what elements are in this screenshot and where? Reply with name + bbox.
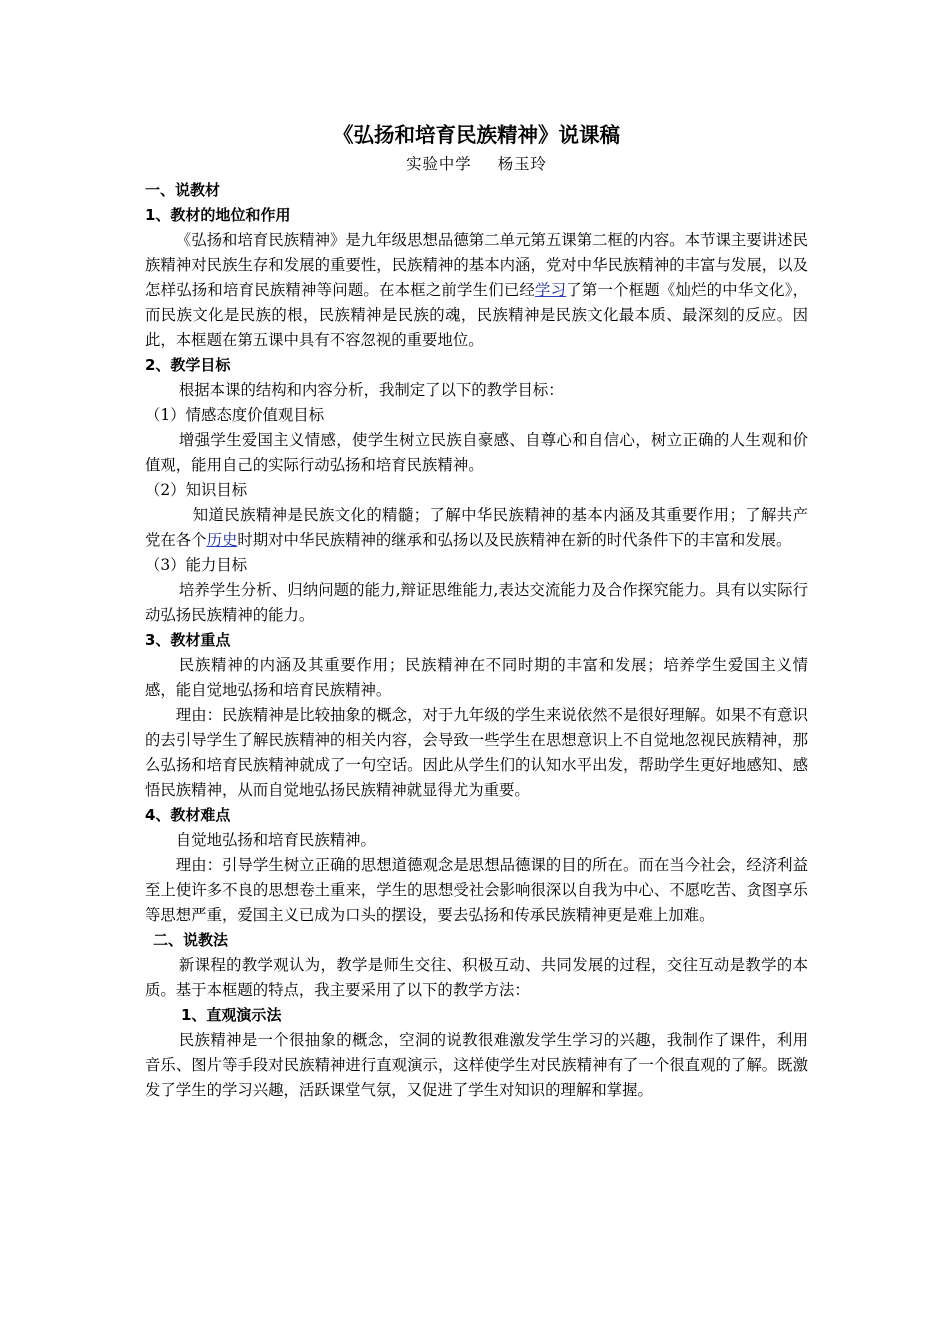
goal-3-label: （3）能力目标 (145, 556, 248, 574)
goal-1-text: 增强学生爱国主义情感，使学生树立民族自豪感、自尊心和自信心，树立正确的人生观和价值观，能用自己的实际行动弘扬和培育民族精神。 (145, 431, 808, 474)
subheading-1-3: 3、教材重点 (145, 631, 231, 649)
goal-2-label: （2）知识目标 (145, 481, 248, 499)
difficulty-reason: 理由：引导学生树立正确的思想道德观念是思想品德课的目的所在。而在当今社会，经济利益至上使许多不良的思想卷土重来，学生的思想受社会影响很深以自我为中心、不愿吃苦、贪图享乐等思想严重，爱国主义已成为口头的摆设，要去弘扬和传承民族精神更是难上加难。 (145, 856, 808, 924)
section-heading-2: 二、说教法 (153, 931, 229, 949)
subheading-1-2: 2、教学目标 (145, 356, 231, 374)
author-line (145, 152, 808, 176)
goal-2-text: 知道民族精神是民族文化的精髓；了解中华民族精神的基本内涵及其重要作用；了解共产党在各个历史时期对中华民族精神的继承和弘扬以及民族精神在新的时代条件下的丰富和发展。 (145, 506, 808, 549)
author-name: 杨玉玲 (497, 155, 547, 173)
goal-1-label: （1）情感态度价值观目标 (145, 406, 325, 424)
section-heading-1: 一、说教材 (145, 181, 221, 199)
difficulty-text: 自觉地弘扬和培育民族精神。 (175, 831, 376, 849)
link-history[interactable]: 历史 (206, 531, 238, 549)
paragraph-role: 《弘扬和培育民族精神》是九年级思想品德第二单元第五课第二框的内容。本节课主要讲述民族精神对民族生存和发展的重要性，民族精神的基本内涵，党对中华民族精神的丰富与发展，以及怎样弘扬和培育民族精神等问题。在本框之前学生们已经学习了第一个框题《灿烂的中华文化》，而民族文化是民族的根，民族精神是民族的魂，民族精神是民族文化最本质、最深刻的反应。因此，本框题在第五课中具有不容忽视的重要地位。 (145, 231, 808, 349)
key-points-reason: 理由：民族精神是比较抽象的概念，对于九年级的学生来说依然不是很好理解。如果不有意识的去引导学生了解民族精神的相关内容，会导致一些学生在思想意识上不自觉地忽视民族精神，那么弘扬和培育民族精神就成了一句空话。因此从学生们的认知水平出发，帮助学生更好地感知、感悟民族精神，从而自觉地弘扬民族精神就显得尤为重要。 (145, 706, 808, 799)
page-title: 《弘扬和培育民族精神》说课稿 (333, 123, 620, 147)
subheading-1-4: 4、教材难点 (145, 806, 231, 824)
goal-3-text: 培养学生分析、归纳问题的能力,辩证思维能力,表达交流能力及合作探究能力。具有以实际行动弘扬民族精神的能力。 (145, 581, 808, 624)
link-study[interactable]: 学习 (535, 281, 567, 299)
subheading-1-1: 1、教材的地位和作用 (145, 206, 291, 224)
method-1-text: 民族精神是一个很抽象的概念，空洞的说教很难激发学生学习的兴趣，我制作了课件，利用音乐、图片等手段对民族精神进行直观演示，这样使学生对民族精神有了一个很直观的了解。既激发了学生的学习兴趣，活跃课堂气氛，又促进了学生对知识的理解和掌握。 (145, 1031, 808, 1099)
method-intro: 新课程的教学观认为，教学是师生交往、积极互动、共同发展的过程，交往互动是教学的本质。基于本框题的特点，我主要采用了以下的教学方法： (145, 956, 808, 999)
document-page (145, 118, 808, 1103)
key-points-text: 民族精神的内涵及其重要作用；民族精神在不同时期的丰富和发展；培养学生爱国主义情感，能自觉地弘扬和培育民族精神。 (145, 656, 808, 699)
method-1-heading: 1、直观演示法 (181, 1006, 282, 1024)
author-school: 实验中学 (406, 155, 472, 173)
goals-intro: 根据本课的结构和内容分析，我制定了以下的教学目标： (178, 381, 564, 399)
